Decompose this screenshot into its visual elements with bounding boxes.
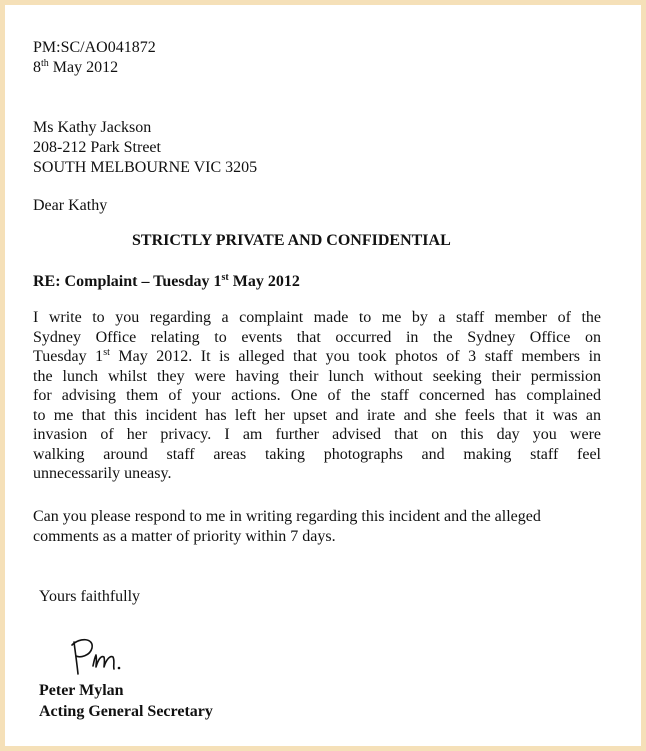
closing-phrase: Yours faithfully [39,588,141,605]
body1-line: the lunch whilst they were having their lunch without seeking their permission [33,367,601,385]
subject-rest: May 2012 [228,273,300,290]
body1-line: walking around staff areas taking photographs and making staff feel [33,445,601,463]
body1-line3-sup: st [103,347,110,358]
body2-line: Can you please respond to me in writing regarding this incident and the alleged [33,508,541,525]
reference-number: PM:SC/AO041872 [33,39,156,56]
date-suffix: th [41,58,49,69]
letter-page [5,5,641,746]
subject-line [33,272,300,291]
subject-suffix: st [221,272,229,283]
signatory-name: Peter Mylan [39,682,124,699]
body1-line: for advising them of your actions. One of the staff concerned has complained [33,387,601,404]
body1-line: I write to you regarding a complaint made to me by a staff member of the [33,309,601,326]
confidential-heading: STRICTLY PRIVATE AND CONFIDENTIAL [132,232,451,249]
recipient-city: SOUTH MELBOURNE VIC 3205 [33,159,258,176]
date-rest: May 2012 [52,59,119,76]
body1-line: Sydney Office relating to events that occurred in the Sydney Office on [33,328,601,346]
body-paragraph-2 [33,507,541,546]
salutation: Dear Kathy [33,197,108,214]
body1-line3-start: Tuesday 1 [33,348,104,365]
body1-line [33,347,601,367]
body1-line3-end: May 2012. It is alleged that you took photos of 3 staff members in [109,348,602,365]
body2-line: comments as a matter of priority within 7 days. [33,527,336,545]
subject-prefix: RE: Complaint – Tuesday 1 [33,273,222,290]
recipient-name: Ms Kathy Jackson [33,119,152,136]
body1-line: invasion of her privacy. I am further advised that on this day you were [33,426,601,443]
date-day: 8 [33,59,41,76]
signatory-title: Acting General Secretary [39,703,213,720]
letter-date [33,58,118,77]
body1-line: to me that this incident has left her upset and irate and she feels that it was an [33,406,601,424]
body-paragraph-1 [33,308,601,484]
recipient-street: 208-212 Park Street [33,139,161,156]
handwritten-signature [68,636,138,678]
body1-line: unnecessarily uneasy. [33,465,172,482]
